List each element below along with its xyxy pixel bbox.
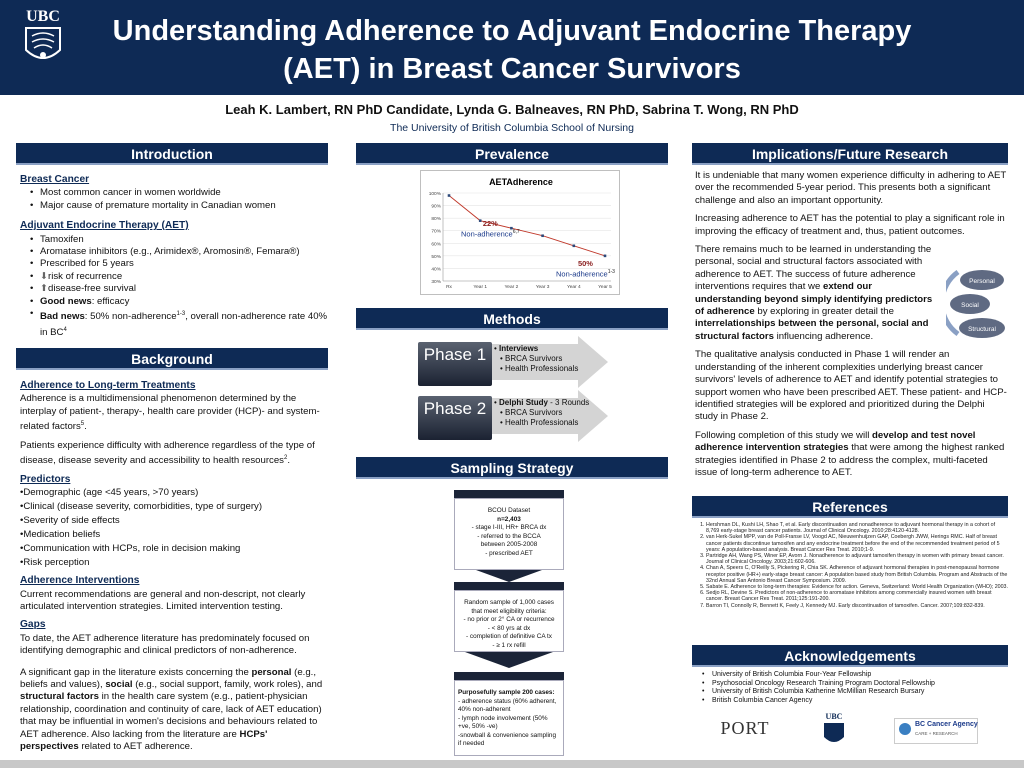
- reference-item: 1. Hershman DL, Kushi LH, Shao T, et al. Early discontinuation and nonadherence to adjuvant hormonal therapy in a cohort of 8,769 early-stage breast cancer patients. Journal of Clinical Oncology. 2010;28:4120-4128.: [706, 522, 1008, 534]
- acknowledgements-list: [692, 671, 1008, 705]
- section-implications: Implications/Future Research: [692, 143, 1008, 165]
- list-item: •Clinical (disease severity, comorbidities, type of surgery): [20, 501, 263, 513]
- data-point: [604, 255, 607, 258]
- paragraph: The qualitative analysis conducted in Phase 1 will render an understanding of the inherent complexities underlying breast cancer survivors' levels of adherence to AET and identify potential strategies to support women who have been prescribed AET. These patient- and HCP-identified strategies will be explored and prioritized during the Delphi study in Phase 2.: [695, 349, 1007, 423]
- y-tick-label: 40%: [431, 267, 441, 273]
- footer-bar: [0, 760, 1024, 768]
- cycle-label-personal: Personal: [969, 278, 995, 285]
- header-banner: [0, 0, 1024, 95]
- y-tick-label: 90%: [431, 204, 441, 210]
- flow-box3-header: [454, 672, 564, 680]
- data-point: [573, 245, 576, 248]
- paragraph: It is undeniable that many women experience difficulty in adhering to AET over the recommended 5-year period. This presents both a significant challenge and also an important opportunity.: [695, 170, 1007, 206]
- paragraph: Patients experience difficulty with adherence regardless of the type of disease, disease severity and accessibility to health resources$^2$.: [20, 439, 315, 467]
- intro-body: [20, 170, 328, 339]
- paragraph: Adherence is a multidimensional phenomenon determined by the interplay of patient-, therapy-, health care provider (HCP)- and system-related factors$^5$.: [20, 393, 320, 433]
- list-item: • Aromatase inhibitors (e.g., Arimidex®, Aromosin®, Femara®): [30, 246, 328, 258]
- reference-item: 7. Barron TI, Connolly R, Bennett K, Feely J, Kennedy MJ. Early discontinuation of tamoxifen. Cancer. 2007;109:832-839.: [706, 603, 1008, 609]
- authors: Leah K. Lambert, RN PhD Candidate, Lynda G. Balneaves, RN PhD, Sabrina T. Wong, RN PhD: [225, 102, 799, 117]
- x-tick-label: Rx: [446, 285, 452, 290]
- section-acknowledgements: Acknowledgements: [692, 645, 1008, 667]
- list-item: •Demographic (age <45 years, >70 years): [20, 487, 199, 499]
- y-tick-label: 70%: [431, 229, 441, 235]
- list-item: • ⬇risk of recurrence: [30, 271, 328, 283]
- subheading: Gaps: [20, 619, 46, 631]
- cycle-label-social: Social: [961, 302, 979, 309]
- section-prevalence: Prevalence: [356, 143, 668, 165]
- list-item: • Tamoxifen: [30, 234, 328, 246]
- chart-title: AETAdherence: [489, 177, 553, 187]
- phase1-details: • Interviews • BRCA Survivors • Health Professionals: [494, 344, 579, 373]
- list-item: • Prescribed for 5 years: [30, 258, 328, 270]
- affiliation: The University of British Columbia School of Nursing: [390, 122, 634, 134]
- section-introduction: Introduction: [16, 143, 328, 165]
- background-body: [20, 376, 328, 759]
- reference-item: 6. Sedjo RL, Devine S. Predictors of non-adherence to aromatase inhibitors among commercially insured women with breast cancer. Breast Cancer Res Treat. 2011;125:191-200.: [706, 590, 1008, 602]
- paragraph: A significant gap in the literature exists concerning the personal (e.g., beliefs and values), social (e.g., social support, family, work roles), and structural factors in the health care system (e.g., patient-physician relationship, coordination and continuity of care, lack of AET education) that may be influential in women's decisions and behaviours related to AET adherence. Also lacking from the literature are HCPs' perspectives related to AET adherence.: [20, 666, 323, 753]
- section-background: Background: [16, 348, 328, 370]
- list-item: • University of British Columbia Four-Year Fellowship: [702, 671, 1008, 680]
- port-logo: PORT: [720, 718, 770, 738]
- y-tick-label: 30%: [431, 280, 441, 285]
- flow-box1-header: [454, 490, 564, 498]
- list-item: •Risk perception: [20, 556, 90, 568]
- ubc-footer-logo: UBC: [820, 712, 848, 748]
- x-tick-label: Year 3: [535, 285, 550, 290]
- ubc-logo-text: UBC: [26, 8, 60, 25]
- bullet-list: [20, 234, 328, 340]
- subheading: Adjuvant Endocrine Therapy (AET): [20, 220, 189, 232]
- x-tick-label: Year 1: [473, 285, 488, 290]
- section-references: References: [692, 496, 1008, 518]
- subheading: Predictors: [20, 473, 71, 485]
- list-item: • Major cause of premature mortality in Canadian women: [30, 200, 328, 212]
- data-point: [541, 234, 544, 237]
- paragraph: To date, the AET adherence literature has predominately focused on identifying demographic and clinical predictors of non-adherence.: [20, 632, 310, 657]
- section-methods: Methods: [356, 308, 668, 330]
- x-tick-label: Year 2: [504, 285, 519, 290]
- bullet-list: [20, 187, 328, 212]
- paragraph: Following completion of this study we will develop and test novel adherence intervention strategies that were among the highest ranked strategies identified in Phase 2 to address the complex, multi-faceted issue of long-term adherence to AET.: [695, 429, 1005, 478]
- list-item: •Medication beliefs: [20, 528, 101, 540]
- y-tick-label: 80%: [431, 217, 441, 223]
- y-tick-label: 50%: [431, 254, 441, 260]
- x-tick-label: Year 5: [598, 285, 612, 290]
- references-list: [692, 522, 1008, 609]
- phase1-box: Phase 1: [418, 342, 492, 386]
- up-arrow-icon: ⬆: [40, 283, 49, 295]
- reference-item: 4. Chan A, Speers C, O'Reilly S, Pickering R, Chia SK. Adherence of adjuvant hormonal therapies in post-menopausal hormone receptor positive (HR+) early-stage breast cancer: A population based study from British Columbia. Program and Abstracts of the 32nd Annual San Antonio Breast Cancer Symposium. 2009.: [706, 565, 1008, 584]
- data-point: [448, 194, 451, 197]
- annotation-50: 50% Non-adherence$^{1-3}$: [556, 259, 615, 279]
- subheading: Breast Cancer: [20, 174, 90, 185]
- subheading: Adherence Interventions: [20, 575, 140, 587]
- flow-box-random-sample: Random sample of 1,000 cases that meet eligibility criteria: - no prior or 2° CA or recurrence - < 80 yrs at dx - completion of definitive CA tx - ≥ 1 rx refill: [454, 590, 564, 652]
- down-arrow-icon: ⬇: [40, 270, 49, 282]
- bcca-mark-icon: [899, 723, 911, 735]
- list-item: •Communication with HCPs, role in decision making: [20, 542, 241, 554]
- list-item: • Most common cancer in women worldwide: [30, 187, 328, 199]
- reference-item: 2. van Herk-Sukel MPP, van de Poll-Franse LV, Voogd AC, Nieuwenhuijzen GAP, Coebergh JWW, Herings RMC. Half of breast cancer patients discontinue tamoxifen and any endocrine treatment before the end of the recommended treatment period of 5 years: A population-based analysis. Breast Cancer Res Treat. 2010;1-9.: [706, 534, 1008, 553]
- y-tick-label: 100%: [428, 192, 441, 197]
- section-sampling: Sampling Strategy: [356, 457, 668, 479]
- x-tick-label: Year 4: [566, 285, 581, 290]
- flow-box-dataset: BCOU Dataset n=2,403 - stage I-III, HR+ BRCA dx - referred to the BCCA between 2005-2008 - prescribed AET: [454, 498, 564, 570]
- phase2-details: • Delphi Study - 3 Rounds • BRCA Survivors • Health Professionals: [494, 398, 590, 427]
- cycle-label-structural: Structural: [968, 326, 996, 333]
- list-item: • Good news: efficacy: [30, 296, 328, 308]
- paragraph: Increasing adherence to AET has the potential to play a significant role in improving the efficacy of treatment and, thus, patient outcomes.: [695, 213, 1005, 237]
- reference-item: 5. Sabate E. Adherence to long-term therapies: Evidence for action. Geneva, Switzerland: World Health Organization (WHO); 2003.: [706, 584, 1008, 590]
- paragraph: Current recommendations are general and non-descript, not clearly articulated intervention strategies. Limited intervention testing.: [20, 588, 306, 612]
- subheading: Adherence to Long-term Treatments: [20, 380, 196, 391]
- list-item: • University of British Columbia Katherine McMillian Research Bursary: [702, 688, 1008, 697]
- flow-box-purposeful-sample: Purposefully sample 200 cases: - adherence status (60% adherent, 40% non-adherent - lymph node involvement (50% +ve, 50% -ve) -snowball & convenience sampling if needed: [454, 680, 564, 756]
- phase2-box: Phase 2: [418, 396, 492, 440]
- list-item: • ⬆disease-free survival: [30, 283, 328, 295]
- list-item: • British Columbia Cancer Agency: [702, 697, 1008, 706]
- ubc-logo: [18, 8, 68, 70]
- ubc-crest-icon: [820, 721, 848, 747]
- adherence-chart: [420, 170, 620, 295]
- ubc-crest-icon: [18, 8, 68, 70]
- annotation-22: 22% Non-adherence$^{6,7}$: [461, 219, 520, 239]
- list-item: • Psychosocial Oncology Research Training Program Doctoral Fellowship: [702, 680, 1008, 689]
- factors-cycle-diagram: [946, 258, 1016, 348]
- flow-box2-header: [454, 582, 564, 590]
- list-item: • Bad news: 50% non-adherence$^{1-3}$, overall non-adherence rate 40% in $BC^4$: [30, 308, 328, 339]
- y-tick-label: 60%: [431, 242, 441, 248]
- reference-item: 3. Partridge AH, Wang PS, Winer EP, Avorn J. Nonadherence to adjuvant tamoxifen therapy in women with primary breast cancer. Journal of Clinical Oncology. 2003;21:602-606.: [706, 553, 1008, 565]
- poster-title: Understanding Adherence to Adjuvant Endocrine Therapy (AET) in Breast Cancer Survivors: [112, 15, 912, 85]
- list-item: •Severity of side effects: [20, 515, 120, 527]
- bcca-logo: BC Cancer Agency CARE + RESEARCH: [894, 718, 978, 744]
- paragraph: There remains much to be learned in understanding the personal, social and structural factors associated with adherence to AET. The success of future adherence interventions requires that we extend our understanding beyond simply identifying predictors of adherence by exploring in greater detail the interrelationships between the personal, social and structural factors influencing adherence.: [695, 244, 933, 342]
